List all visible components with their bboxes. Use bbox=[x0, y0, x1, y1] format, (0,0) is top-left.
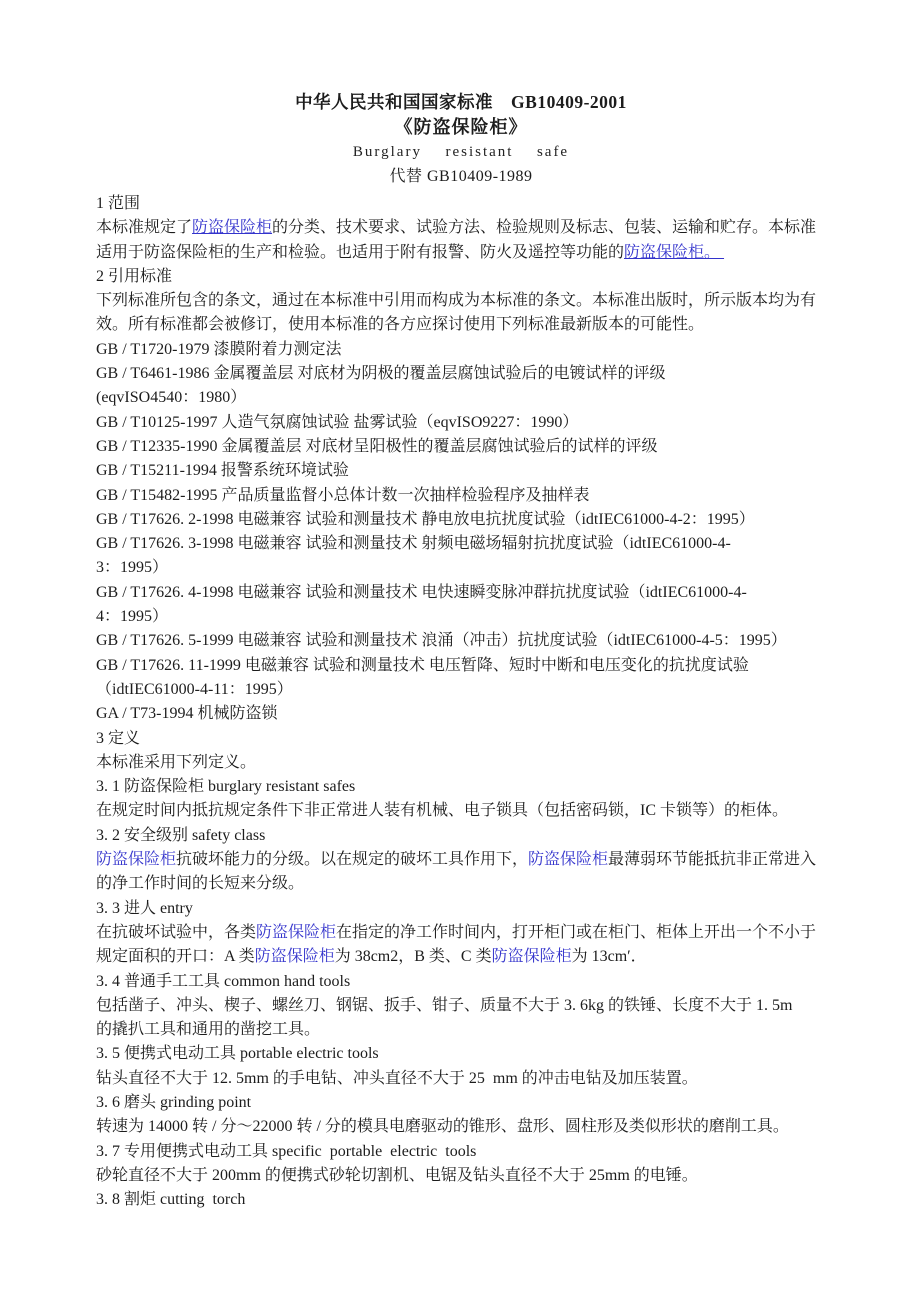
document-line bbox=[96, 1188, 826, 1212]
text-run: 的分类、技术要求、试验方法、检验规则及标志、包装、运输和贮存。本标准 bbox=[272, 219, 817, 237]
text-run: GB / T17626. 3-1998 电磁兼容 试验和测量技术 射频电磁场辐射抗扰度试验（idtIEC61000-4- bbox=[96, 535, 731, 553]
inline-link[interactable]: 防盗保险柜 bbox=[491, 948, 572, 966]
inline-link[interactable]: 防盗保险柜 bbox=[96, 851, 177, 869]
standard-chinese-name: 《防盗保险柜》 bbox=[394, 117, 528, 137]
document-line bbox=[96, 848, 826, 872]
document-line bbox=[96, 605, 826, 629]
document-line bbox=[96, 775, 826, 799]
document-line bbox=[96, 1164, 826, 1188]
text-run: 2 引用标准 bbox=[96, 267, 173, 285]
document-line bbox=[96, 362, 826, 386]
text-run: 最薄弱环节能抵抗非正常进入 bbox=[608, 851, 817, 869]
text-run: GB / T17626. 5-1999 电磁兼容 试验和测量技术 浪涌（冲击）抗扰度试验（idtIEC61000-4-5：1995） bbox=[96, 632, 787, 650]
document-body bbox=[96, 192, 826, 1212]
text-run: 抗破坏能力的分级。以在规定的破坏工具作用下， bbox=[176, 851, 529, 869]
text-run: 钻头直径不大于 12. 5mm 的手电钻、冲头直径不大于 25 mm 的冲击电钻及加压装置。 bbox=[96, 1069, 698, 1087]
inline-link[interactable]: 防盗保险柜 bbox=[256, 923, 337, 941]
text-run: (eqvISO4540：1980） bbox=[96, 389, 247, 407]
text-run: 在抗破坏试验中，各类 bbox=[96, 923, 257, 941]
document-line bbox=[96, 216, 826, 240]
document-line bbox=[96, 994, 826, 1018]
text-run: 转速为 14000 转 / 分～22000 转 / 分的模具电磨驱动的锥形、盘形、圆柱形及类似形状的磨削工具。 bbox=[96, 1118, 789, 1136]
document-line bbox=[96, 1140, 826, 1164]
text-run: 规定面积的开口：A 类 bbox=[96, 948, 255, 966]
text-run: 效。所有标准都会被修订，使用本标准的各方应探讨使用下列标准最新版本的可能性。 bbox=[96, 316, 705, 334]
document-line bbox=[96, 678, 826, 702]
document-line bbox=[96, 265, 826, 289]
text-run: 下列标准所包含的条文，通过在本标准中引用而构成为本标准的条文。本标准出版时，所示版本均为有 bbox=[96, 292, 817, 310]
document-line bbox=[96, 532, 826, 556]
text-run: GB / T12335-1990 金属覆盖层 对底材呈阳极性的覆盖层腐蚀试验后的试样的评级 bbox=[96, 437, 658, 455]
text-run: 在指定的净工作时间内，打开柜门或在柜门、柜体上开出一个不小于 bbox=[336, 923, 817, 941]
inline-link[interactable]: 防盗保险柜。 bbox=[624, 243, 725, 261]
document-line bbox=[96, 192, 826, 216]
document-line bbox=[96, 241, 826, 265]
text-run: 3：1995） bbox=[96, 559, 169, 577]
text-run: GB / T10125-1997 人造气氛腐蚀试验 盐雾试验（eqvISO9227：1990） bbox=[96, 413, 579, 431]
document-line bbox=[96, 727, 826, 751]
document-line bbox=[96, 1091, 826, 1115]
text-run: GB / T15211-1994 报警系统环境试验 bbox=[96, 462, 349, 480]
text-run: GB / T17626. 11-1999 电磁兼容 试验和测量技术 电压暂降、短时中断和电压变化的抗扰度试验 bbox=[96, 656, 749, 674]
text-run: 包括凿子、冲头、楔子、螺丝刀、钢锯、扳手、钳子、质量不大于 3. 6kg 的铁锤、长度不大于 1. 5m bbox=[96, 996, 793, 1014]
standard-english-name: Burglary resistant safe bbox=[352, 144, 570, 160]
text-run: 3. 3 进人 entry bbox=[96, 899, 193, 917]
text-run: GB / T17626. 4-1998 电磁兼容 试验和测量技术 电快速瞬变脉冲群抗扰度试验（idtIEC61000-4- bbox=[96, 583, 747, 601]
text-run: GB / T1720-1979 漆膜附着力测定法 bbox=[96, 340, 342, 358]
document-line bbox=[96, 484, 826, 508]
standard-title: 中华人民共和国国家标准 GB10409-2001 bbox=[295, 92, 627, 112]
document-line bbox=[96, 629, 826, 653]
document-line bbox=[96, 799, 826, 823]
text-run: GB / T6461-1986 金属覆盖层 对底材为阴极的覆盖层腐蚀试验后的电镀试样的评级 bbox=[96, 365, 666, 383]
inline-link[interactable]: 防盗保险柜 bbox=[528, 851, 609, 869]
document-line bbox=[96, 435, 826, 459]
text-run: 3. 7 专用便携式电动工具 specific portable electric tools bbox=[96, 1142, 477, 1160]
document-line bbox=[96, 313, 826, 337]
text-run: 3 定义 bbox=[96, 729, 141, 747]
text-run: 3. 5 便携式电动工具 portable electric tools bbox=[96, 1045, 379, 1063]
text-run: GB / T15482-1995 产品质量监督小总体计数一次抽样检验程序及抽样表 bbox=[96, 486, 590, 504]
document-line bbox=[96, 751, 826, 775]
document-line bbox=[96, 338, 826, 362]
text-run: 为 13cm′． bbox=[571, 948, 647, 966]
text-run: 的净工作时间的长短来分级。 bbox=[96, 875, 305, 893]
document-line bbox=[96, 411, 826, 435]
text-run: 的撬扒工具和通用的凿挖工具。 bbox=[96, 1021, 321, 1039]
document-line bbox=[96, 1115, 826, 1139]
inline-link[interactable]: 防盗保险柜 bbox=[254, 948, 335, 966]
text-run: GA / T73-1994 机械防盗锁 bbox=[96, 705, 278, 723]
text-run: 4：1995） bbox=[96, 608, 169, 626]
text-run: 3. 6 磨头 grinding point bbox=[96, 1093, 252, 1111]
text-run: 适用于防盗保险柜的生产和检验。也适用于附有报警、防火及遥控等功能的 bbox=[96, 243, 625, 261]
inline-link[interactable]: 防盗保险柜 bbox=[192, 219, 273, 237]
document-line bbox=[96, 386, 826, 410]
document-line bbox=[96, 508, 826, 532]
document-line bbox=[96, 556, 826, 580]
document-line bbox=[96, 1067, 826, 1091]
text-run: （idtIEC61000-4-11：1995） bbox=[96, 680, 293, 698]
text-run: 在规定时间内抵抗规定条件下非正常进人装有机械、电子锁具（包括密码锁，IC 卡锁等）的柜体。 bbox=[96, 802, 789, 820]
document-line bbox=[96, 654, 826, 678]
document-line bbox=[96, 459, 826, 483]
document-line bbox=[96, 1042, 826, 1066]
text-run: 3. 1 防盗保险柜 burglary resistant safes bbox=[96, 778, 356, 796]
document-line bbox=[96, 581, 826, 605]
text-run: 3. 2 安全级别 safety class bbox=[96, 826, 266, 844]
document-line bbox=[96, 921, 826, 945]
text-run: 本标准采用下列定义。 bbox=[96, 753, 257, 771]
text-run: 本标准规定了 bbox=[96, 219, 193, 237]
replaces-note: 代替 GB10409-1989 bbox=[389, 168, 533, 185]
document-line bbox=[96, 897, 826, 921]
document-line bbox=[96, 702, 826, 726]
document-line bbox=[96, 824, 826, 848]
document-line bbox=[96, 970, 826, 994]
document-line bbox=[96, 872, 826, 896]
document-line bbox=[96, 289, 826, 313]
text-run: GB / T17626. 2-1998 电磁兼容 试验和测量技术 静电放电抗扰度试验（idtIEC61000-4-2：1995） bbox=[96, 510, 755, 528]
text-run: 3. 4 普通手工工具 common hand tools bbox=[96, 972, 351, 990]
document-line bbox=[96, 945, 826, 969]
text-run: 1 范围 bbox=[96, 195, 141, 212]
text-run: 3. 8 割炬 cutting torch bbox=[96, 1191, 246, 1209]
document-line bbox=[96, 1018, 826, 1042]
text-run: 为 38cm2，B 类、C 类 bbox=[334, 948, 492, 966]
text-run: 砂轮直径不大于 200mm 的便携式砂轮切割机、电锯及钻头直径不大于 25mm 的电锤。 bbox=[96, 1166, 698, 1184]
